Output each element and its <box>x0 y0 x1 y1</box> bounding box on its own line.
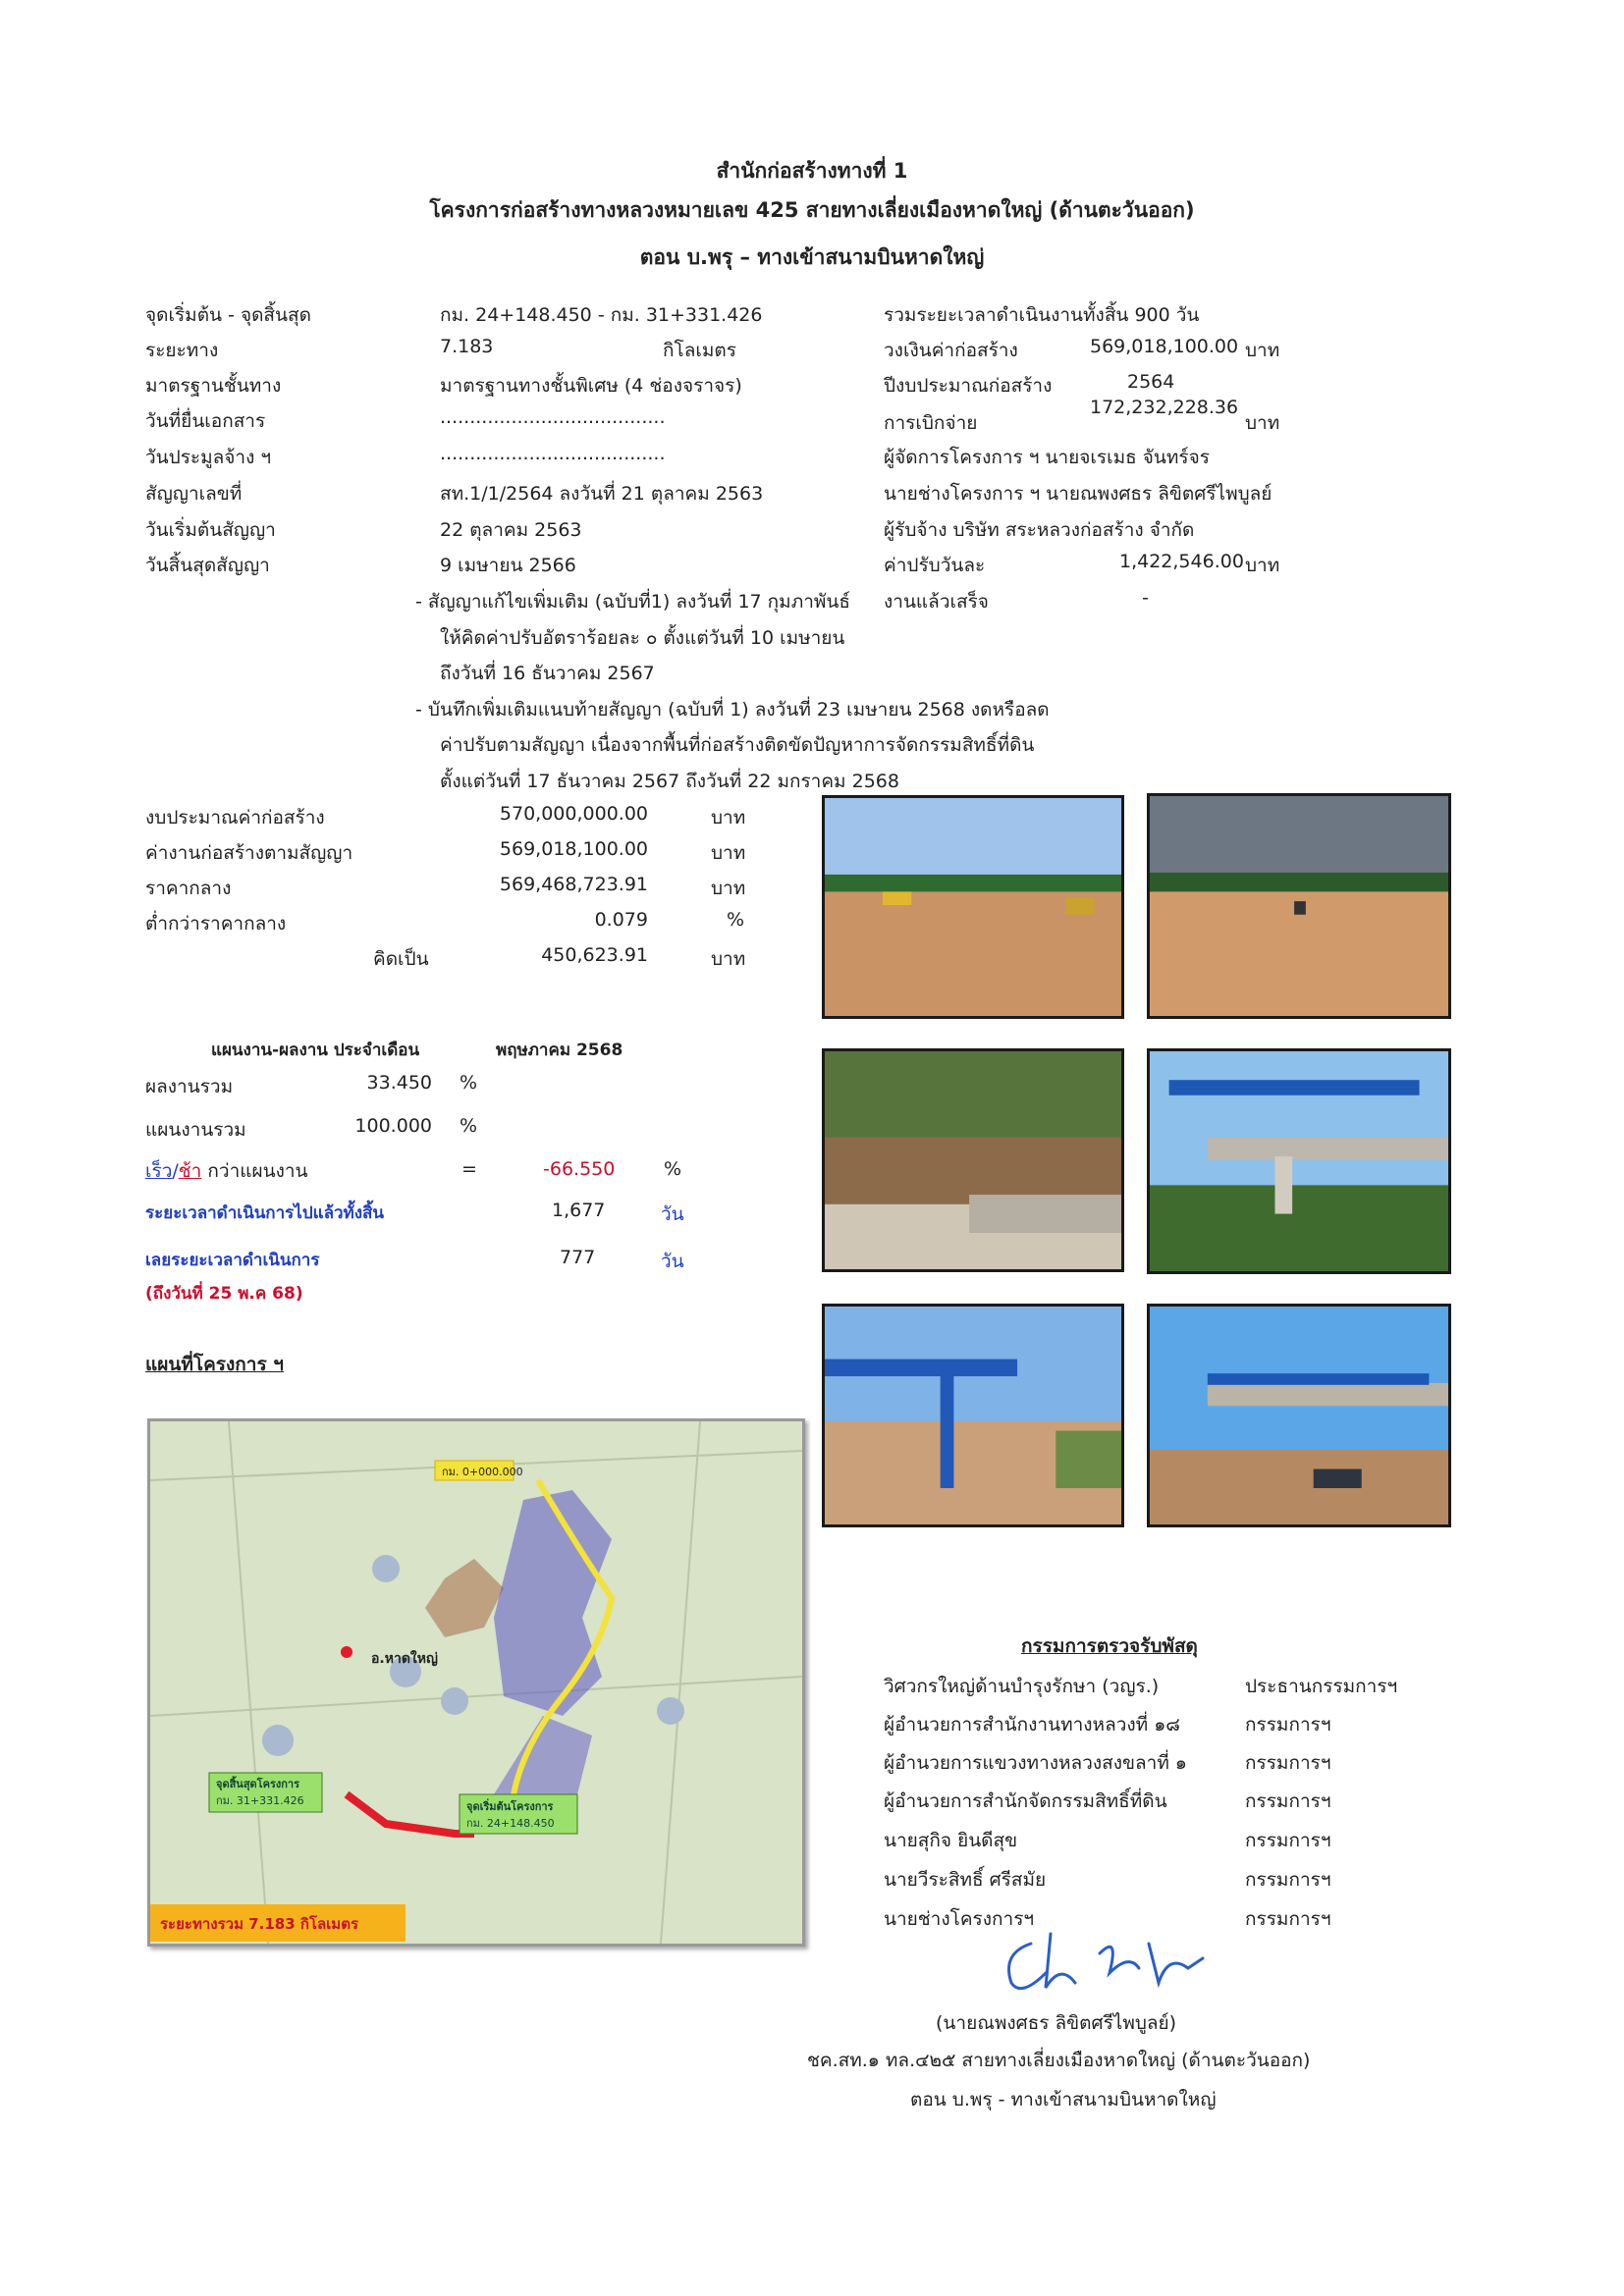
committee-member-name: ผู้อำนวยการสำนักจัดกรรมสิทธิ์ที่ดิน <box>884 1790 1167 1812</box>
signer-position-2: ตอน บ.พรุ - ทางเข้าสนามบินหาดใหญ่ <box>910 2089 1217 2110</box>
budget-unit: บาท <box>711 948 746 970</box>
signature <box>992 1914 1227 2002</box>
amendment-1-line-2: ให้คิดค่าปรับอัตราร้อยละ ๐ ตั้งแต่วันที่ 10 เมษายน <box>440 627 845 649</box>
committee-member-role: กรรมการฯ <box>1245 1790 1331 1812</box>
info-right-value: 1,422,546.00 <box>1119 551 1244 572</box>
budget-unit: บาท <box>711 807 746 828</box>
committee-heading: กรรมการตรวจรับพัสดุ <box>1021 1635 1198 1657</box>
info-label: วันเริ่มต้นสัญญา <box>145 519 276 541</box>
info-value: สท.1/1/2564 ลงวันที่ 21 ตุลาคม 2563 <box>440 483 764 505</box>
info-label: ระยะทาง <box>145 340 219 361</box>
budget-unit: % <box>727 909 745 931</box>
info-right-value: 172,232,228.36 <box>1090 397 1239 418</box>
budget-label: งบประมาณค่าก่อสร้าง <box>145 807 325 828</box>
actual-value: 33.450 <box>366 1072 432 1094</box>
overdue-value: 777 <box>560 1247 596 1268</box>
committee-member-role: กรรมการฯ <box>1245 1830 1331 1851</box>
actual-unit: % <box>460 1072 478 1094</box>
budget-unit: บาท <box>711 842 746 864</box>
map-start-box: กม. 0+000.000 <box>442 1466 523 1478</box>
amendment-1-line-3: ถึงวันที่ 16 ธันวาคม 2567 <box>440 663 655 684</box>
info-right-label: วงเงินค่าก่อสร้าง <box>884 340 1018 361</box>
info-right-value: 2564 <box>1127 371 1175 393</box>
diff-slow: ช้า <box>178 1160 202 1182</box>
info-right-unit: บาท <box>1245 412 1280 434</box>
header-line-2: โครงการก่อสร้างทางหลวงหมายเลข 425 สายทางเลี่ยงเมืองหาดใหญ่ (ด้านตะวันออก) <box>429 198 1195 222</box>
amendment-2-line-1: - บันทึกเพิ่มเติมแนบท้ายสัญญา (ฉบับที่ 1) ลงวันที่ 23 เมษายน 2568 งดหรือลด <box>415 699 1050 721</box>
budget-value: 570,000,000.00 <box>499 803 648 825</box>
diff-label <box>145 1156 308 1186</box>
diff-value: -66.550 <box>543 1158 616 1180</box>
budget-label: ค่างานก่อสร้างตามสัญญา <box>145 842 353 864</box>
info-right-label: ค่าปรับวันละ <box>884 555 986 576</box>
actual-label: ผลงานรวม <box>145 1076 234 1097</box>
map-begin-label-2: กม. 24+148.450 <box>466 1817 555 1830</box>
budget-label: ราคากลาง <box>145 878 232 899</box>
info-right-label: ผู้จัดการโครงการ ฯ นายจเรเมธ จันทร์จร <box>884 447 1210 468</box>
info-right-unit: บาท <box>1245 340 1280 361</box>
overdue-unit: วัน <box>661 1251 684 1272</box>
budget-value: 0.079 <box>594 909 648 931</box>
info-label: วันที่ยื่นเอกสาร <box>145 410 266 432</box>
info-label: วันสิ้นสุดสัญญา <box>145 555 270 576</box>
site-photo-1 <box>822 795 1124 1019</box>
info-label: จุดเริ่มต้น - จุดสิ้นสุด <box>145 304 311 326</box>
committee-member-role: กรรมการฯ <box>1245 1714 1331 1735</box>
budget-label: คิดเป็น <box>373 948 429 970</box>
committee-member-name: นายวีระสิทธิ์ ศรีสมัย <box>884 1869 1047 1891</box>
budget-unit: บาท <box>711 878 746 899</box>
committee-member-role: ประธานกรรมการฯ <box>1245 1676 1398 1697</box>
info-unit: กิโลเมตร <box>663 340 736 361</box>
header-line-3: ตอน บ.พรุ – ทางเข้าสนามบินหาดใหญ่ <box>639 245 985 269</box>
diff-fast: เร็ว <box>145 1160 173 1182</box>
info-right-label: ผู้รับจ้าง บริษัท สระหลวงก่อสร้าง จำกัด <box>884 519 1195 541</box>
signer-name: (นายณพงศธร ลิขิตศรีไพบูลย์) <box>936 2012 1177 2034</box>
committee-member-role: กรรมการฯ <box>1245 1752 1331 1774</box>
map-end-label-2: กม. 31+331.426 <box>216 1794 304 1807</box>
project-map <box>147 1418 805 1947</box>
info-right-label: งานแล้วเสร็จ <box>884 591 989 613</box>
info-label: วันประมูลจ้าง ฯ <box>145 447 272 468</box>
info-right-label: การเบิกจ่าย <box>884 412 978 434</box>
info-value: 9 เมษายน 2566 <box>440 555 576 576</box>
elapsed-label: ระยะเวลาดำเนินการไปแล้วทั้งสิ้น <box>145 1203 385 1223</box>
progress-month: พฤษภาคม 2568 <box>496 1041 623 1060</box>
site-photo-2 <box>1147 793 1451 1019</box>
info-right-unit: บาท <box>1245 555 1280 576</box>
info-value: ...................................... <box>440 443 666 464</box>
amendment-2-line-2: ค่าปรับตามสัญญา เนื่องจากพื้นที่ก่อสร้างติดขัดปัญหาการจัดกรรมสิทธิ์ที่ดิน <box>440 734 1035 756</box>
info-label: มาตรฐานชั้นทาง <box>145 375 282 397</box>
elapsed-value: 1,677 <box>552 1200 606 1221</box>
budget-label: ต่ำกว่าราคากลาง <box>145 913 287 934</box>
header-line-1: สำนักก่อสร้างทางที่ 1 <box>716 159 908 183</box>
map-total-distance: ระยะทางรวม 7.183 กิโลเมตร <box>160 1915 358 1933</box>
map-heading: แผนที่โครงการ ฯ <box>145 1354 284 1375</box>
committee-member-role: กรรมการฯ <box>1245 1908 1331 1930</box>
map-city-label: อ.หาดใหญ่ <box>371 1651 438 1667</box>
committee-member-name: วิศวกรใหญ่ด้านบำรุงรักษา (วญร.) <box>884 1676 1160 1697</box>
info-value: ...................................... <box>440 406 666 428</box>
info-right-value: - <box>1142 587 1149 609</box>
progress-heading: แผนงาน-ผลงาน ประจำเดือน <box>211 1041 420 1060</box>
info-value: 7.183 <box>440 336 494 357</box>
plan-unit: % <box>460 1115 478 1137</box>
site-photo-5 <box>822 1304 1124 1527</box>
amendment-2-line-3: ตั้งแต่วันที่ 17 ธันวาคม 2567 ถึงวันที่ 22 มกราคม 2568 <box>440 771 899 792</box>
info-right-label: ปีงบประมาณก่อสร้าง <box>884 375 1053 397</box>
budget-value: 569,018,100.00 <box>499 838 648 860</box>
diff-rest: กว่าแผนงาน <box>201 1160 308 1182</box>
elapsed-unit: วัน <box>661 1203 684 1225</box>
diff-sep: / <box>172 1160 179 1182</box>
diff-equals: = <box>461 1158 477 1180</box>
overdue-label: เลยระยะเวลาดำเนินการ <box>145 1251 320 1270</box>
committee-member-name: นายช่างโครงการฯ <box>884 1908 1035 1930</box>
info-right-label: รวมระยะเวลาดำเนินงานทั้งสิ้น 900 วัน <box>884 304 1200 326</box>
committee-member-name: นายสุกิจ ยินดีสุข <box>884 1830 1018 1851</box>
budget-value: 569,468,723.91 <box>499 874 648 895</box>
map-begin-label-1: จุดเริ่มต้นโครงการ <box>466 1800 554 1813</box>
asof-note: (ถึงวันที่ 25 พ.ค 68) <box>145 1284 303 1304</box>
info-value: กม. 24+148.450 - กม. 31+331.426 <box>440 304 763 326</box>
info-right-label: นายช่างโครงการ ฯ นายณพงศธร ลิขิตศรีไพบูลย์ <box>884 483 1272 505</box>
info-value: 22 ตุลาคม 2563 <box>440 519 582 541</box>
info-right-value: 569,018,100.00 <box>1090 336 1239 357</box>
map-end-label-1: จุดสิ้นสุดโครงการ <box>216 1778 299 1790</box>
info-label: สัญญาเลขที่ <box>145 483 243 505</box>
info-value: มาตรฐานทางชั้นพิเศษ (4 ช่องจราจร) <box>440 375 742 397</box>
plan-value: 100.000 <box>354 1115 432 1137</box>
signer-position-1: ชค.สท.๑ ทล.๔๒๕ สายทางเลี่ยงเมืองหาดใหญ่ (ด้านตะวันออก) <box>807 2050 1311 2071</box>
amendment-1-line-1: - สัญญาแก้ไขเพิ่มเติม (ฉบับที่1) ลงวันที่ 17 กุมภาพันธ์ <box>415 591 851 613</box>
site-photo-3 <box>822 1048 1124 1272</box>
site-photo-6 <box>1147 1304 1451 1527</box>
diff-unit: % <box>664 1158 682 1180</box>
site-photo-4 <box>1147 1048 1451 1274</box>
plan-label: แผนงานรวม <box>145 1119 246 1141</box>
budget-value: 450,623.91 <box>541 944 648 966</box>
committee-member-role: กรรมการฯ <box>1245 1869 1331 1891</box>
committee-member-name: ผู้อำนวยการสำนักงานทางหลวงที่ ๑๘ <box>884 1714 1180 1735</box>
committee-member-name: ผู้อำนวยการแขวงทางหลวงสงขลาที่ ๑ <box>884 1752 1187 1774</box>
